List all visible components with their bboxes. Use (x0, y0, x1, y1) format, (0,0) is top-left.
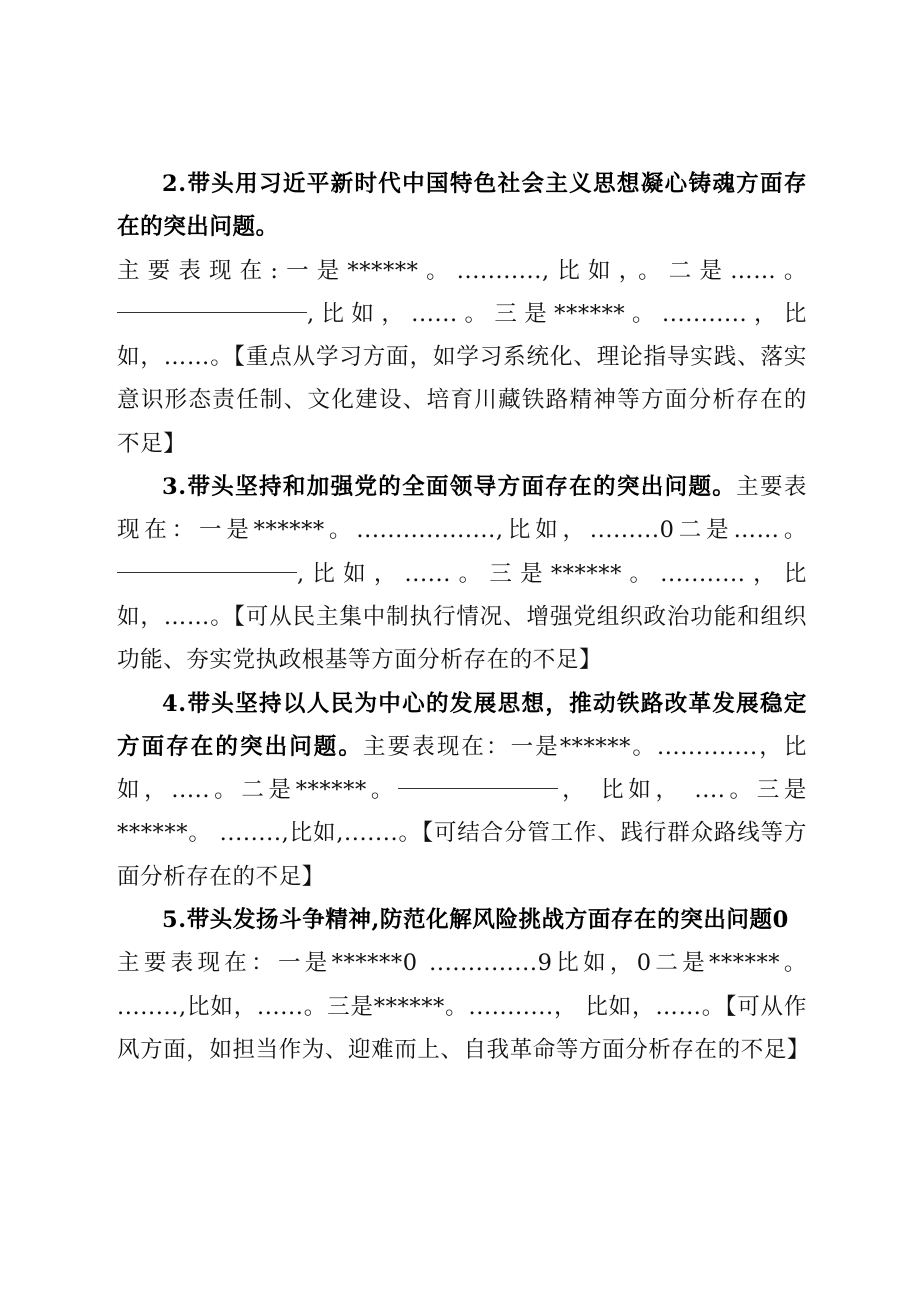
section-2-body-part-1: 主要表现在:一是******。...........,比如，。二是……。 (117, 257, 807, 284)
section-3-heading: 3.带头坚持和加强党的全面领导方面存在的突出问题。 (162, 474, 737, 501)
fill-in-blank (117, 311, 307, 313)
section-4-body-part-2: ， 比如， ....。三是******。 ........,比如,.......。【可结合分管工作、践行群众路线等方面分析存在的不足】 (117, 777, 807, 890)
section-4-heading: 4.带头坚持以人民为中心的发展思想，推动铁路改革发展稳定方面存在的突出问题。 (117, 690, 807, 760)
section-5-body: 主要表现在：一是******0 ..............9比如，0二是******。 ........,比如，......。三是******。...........， 比如，……。【可从作风方面，如担当作为、迎难而上、自我革命等方面分析存在的不足】 (117, 950, 811, 1063)
section-4-body-part-1: 主要表现在：一是******。.............，比如，.....。二是******。 (117, 733, 807, 804)
section-3-body-part-2: ,比如，......。三是******。...........，比如，……。【可从民主集中制执行情况、增强党组织政治功能和组织功能、夯实党执政根基等方面分析存在的不足】 (117, 560, 807, 674)
document-body (117, 163, 811, 1072)
fill-in-blank (117, 571, 297, 573)
section-2 (117, 163, 807, 466)
section-5 (117, 899, 811, 1072)
section-2-body-part-2: ,比如，......。三是******。...........，比如，……。【重点从学习方面，如学习系统化、理论指导实践、落实意识形态责任制、文化建设、培育川藏铁路精神等方面分析存在的不足】 (117, 300, 807, 457)
section-5-heading: 5.带头发扬斗争精神,防范化解风险挑战方面存在的突出问题0 (162, 907, 789, 934)
fill-in-blank (398, 787, 558, 789)
section-4 (117, 683, 807, 899)
section-3 (117, 466, 807, 682)
section-2-heading: 2.带头用习近平新时代中国特色社会主义思想凝心铸魂方面存在的突出问题。 (117, 171, 807, 241)
section-3-body-part-1: 主要表现在：一是******。..................,比如，.........0二是……。 (117, 474, 807, 544)
